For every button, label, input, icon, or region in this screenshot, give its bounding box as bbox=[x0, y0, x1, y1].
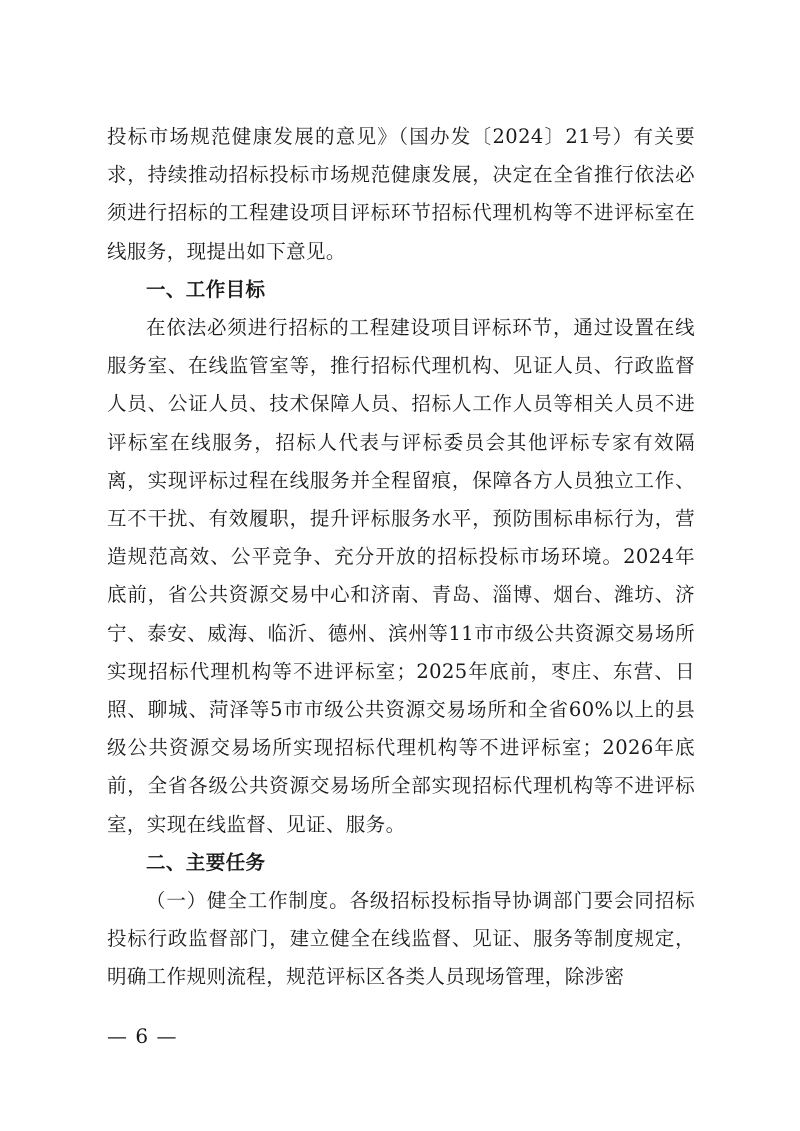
page-number: — 6 — bbox=[107, 1024, 178, 1048]
subsection-1-body: 各级招标投标指导协调部门要会同招标投标行政监督部门，建立健全在线监督、见证、服务等制度规定，明确工作规则流程，规范评标区各类人员现场管理，除涉密 bbox=[107, 889, 695, 989]
document-body bbox=[107, 118, 695, 997]
section-1-body: 在依法必须进行招标的工程建设项目评标环节，通过设置在线服务室、在线监管室等，推行招标代理机构、见证人员、行政监督人员、公证人员、技术保障人员、招标人工作人员等相关人员不进评标室在线服务，招标人代表与评标委员会其他评标专家有效隔离，实现评标过程在线服务并全程留痕，保障各方人员独立工作、互不干扰、有效履职，提升评标服务水平，预防围标串标行为，营造规范高效、公平竞争、充分开放的招标投标市场环境。2024年底前，省公共资源交易中心和济南、青岛、淄博、烟台、潍坊、济宁、泰安、威海、临沂、德州、滨州等11市市级公共资源交易场所实现招标代理机构等不进评标室；2025年底前，枣庄、东营、日照、聊城、菏泽等5市市级公共资源交易场所和全省60%以上的县级公共资源交易场所实现招标代理机构等不进评标室；2026年底前，全省各级公共资源交易场所全部实现招标代理机构等不进评标室，实现在线监督、见证、服务。 bbox=[107, 316, 695, 836]
subsection-1-lead: （一）健全工作制度。 bbox=[146, 889, 350, 913]
subsection-1-paragraph bbox=[107, 882, 695, 997]
section-1-heading: 一、工作目标 bbox=[146, 277, 266, 301]
section-2-heading: 二、主要任务 bbox=[146, 850, 266, 874]
intro-paragraph: 投标市场规范健康发展的意见》（国办发〔2024〕21号）有关要求，持续推动招标投标市场规范健康发展，决定在全省推行依法必须进行招标的工程建设项目评标环节招标代理机构等不进评标室在线服务，现提出如下意见。 bbox=[107, 125, 695, 263]
